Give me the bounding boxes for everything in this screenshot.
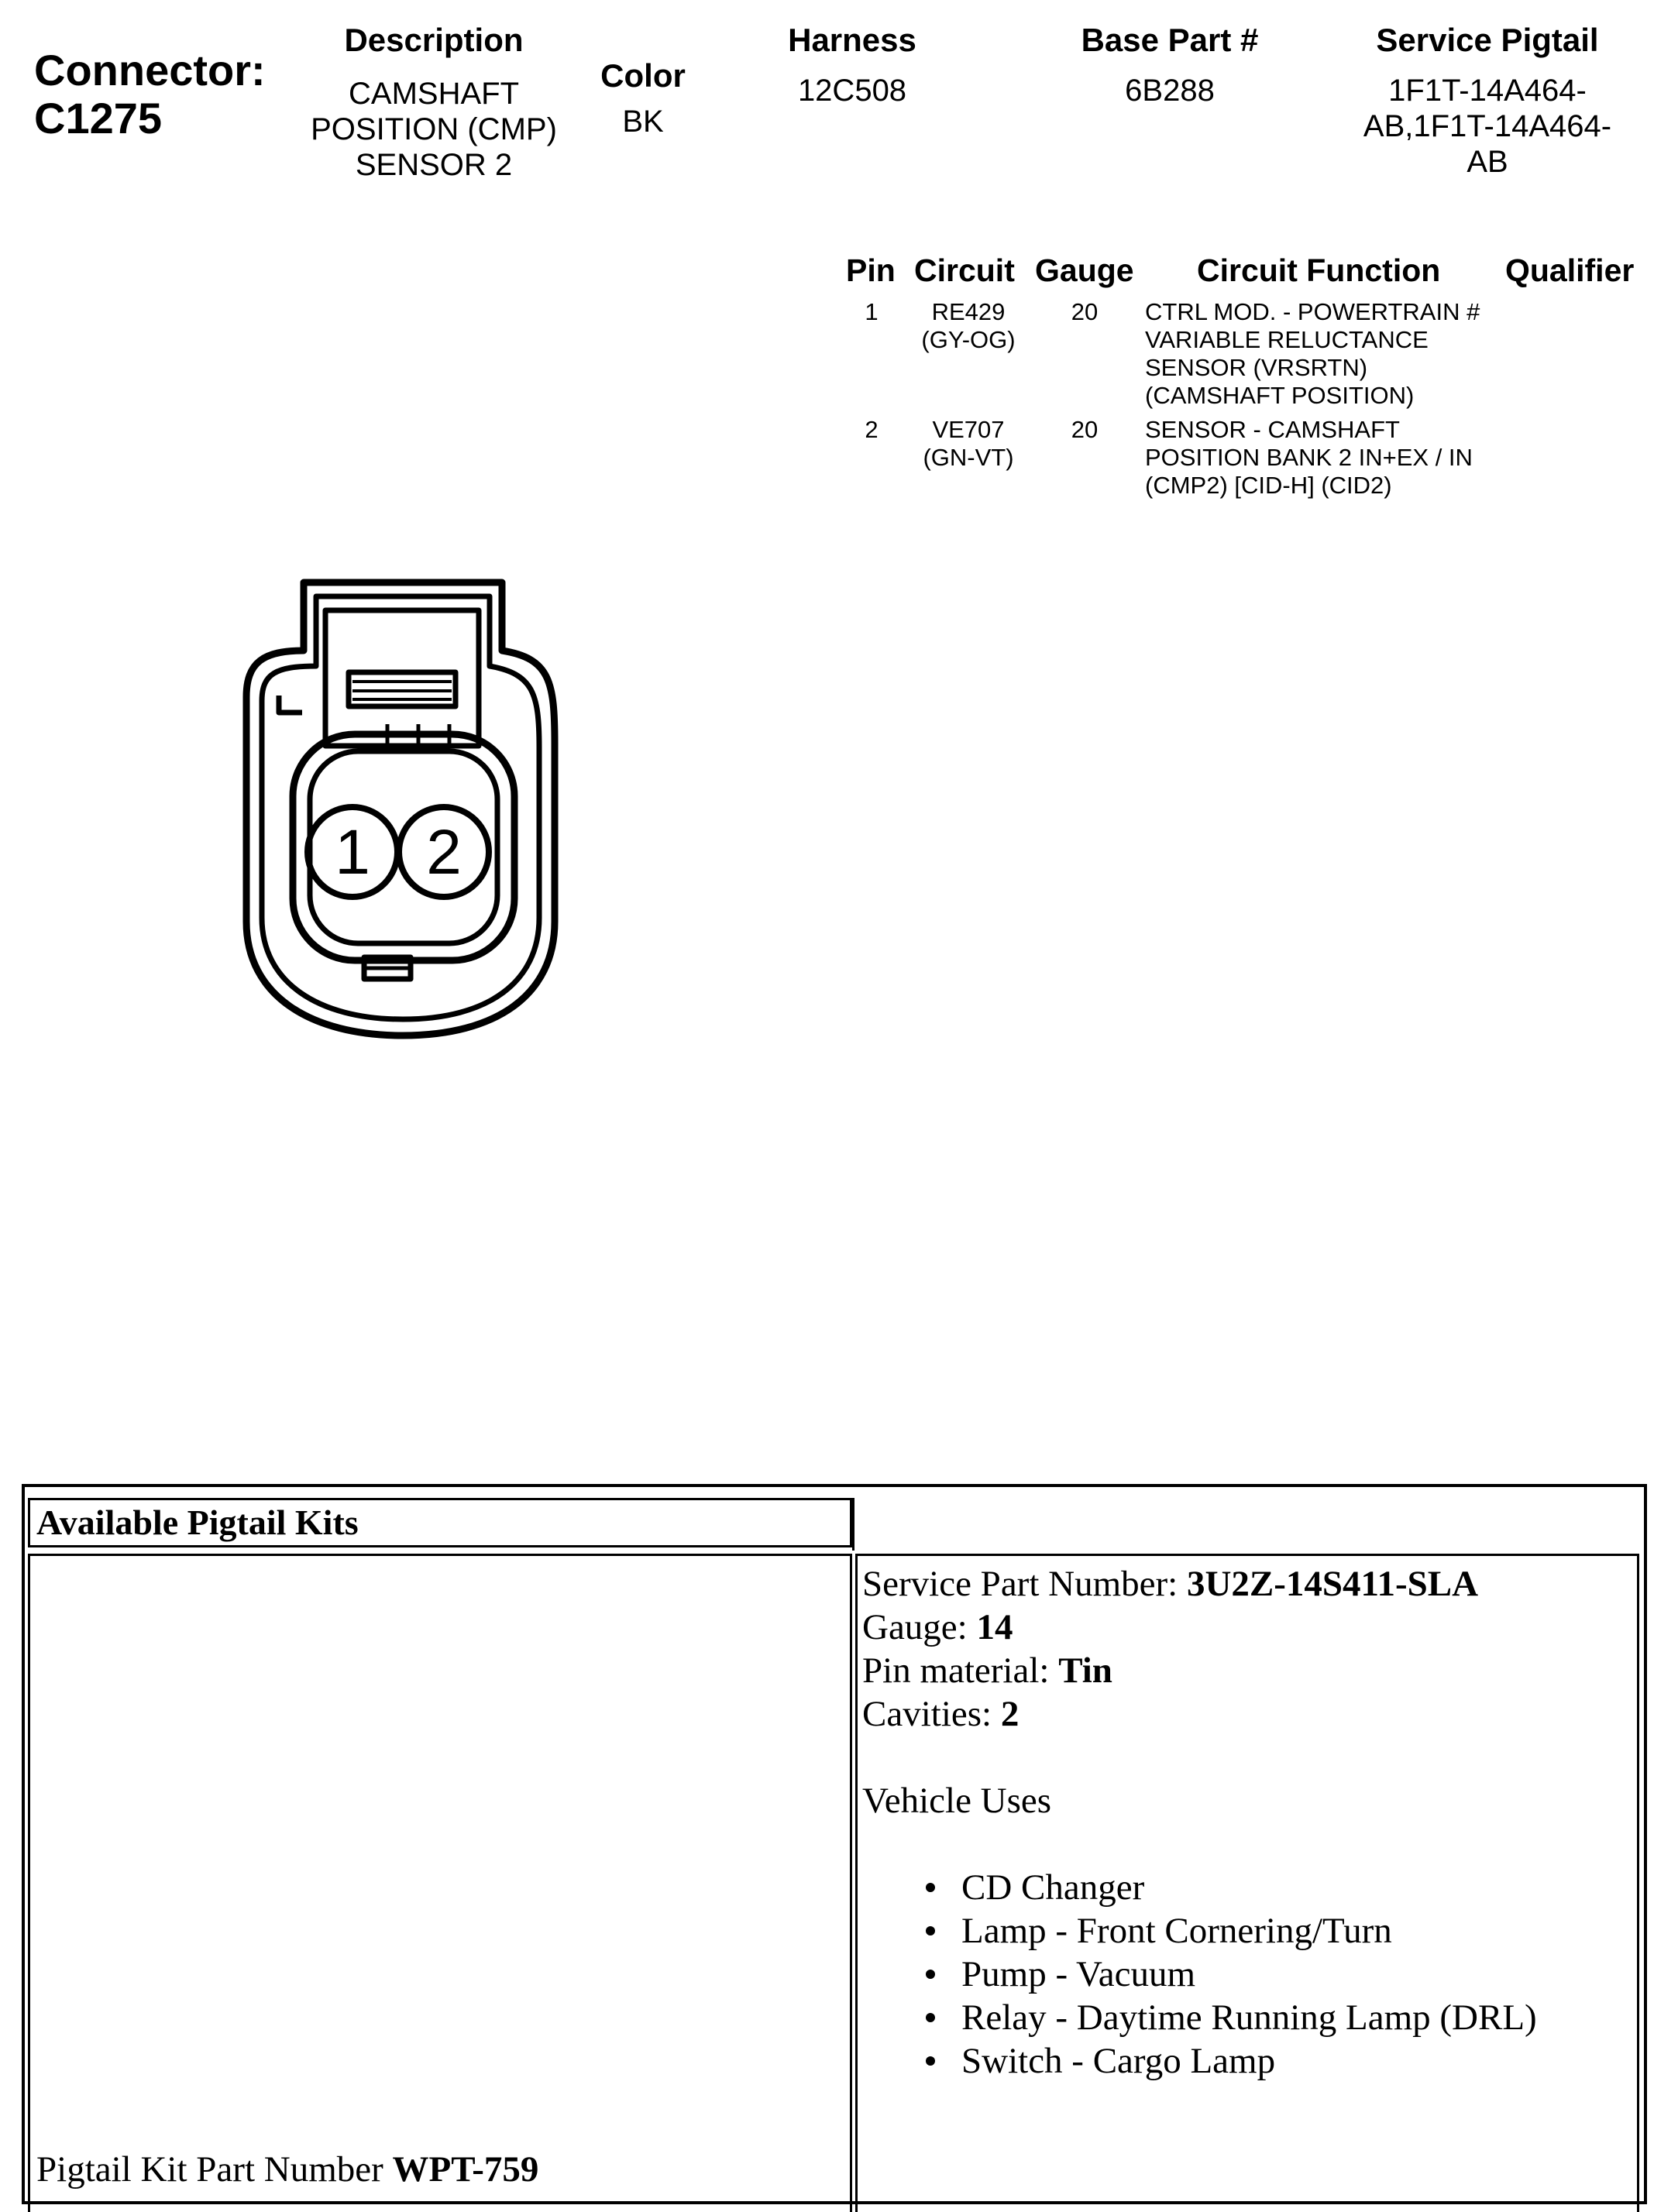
description-label: Description (344, 22, 524, 58)
pigtail-kit-part-number (36, 2148, 538, 2191)
service-part-number (862, 1562, 1537, 1606)
service-pigtail-line: AB (1467, 145, 1508, 179)
harness-label: Harness (788, 22, 916, 58)
pigtail-section-title: Available Pigtail Kits (36, 1503, 359, 1542)
gauge-line (862, 1606, 1537, 1649)
pin-material-value: Tin (1058, 1650, 1112, 1691)
harness-column (744, 22, 961, 108)
base-part-label: Base Part # (1081, 22, 1259, 58)
color-value: BK (622, 105, 664, 139)
column-divider (852, 1498, 854, 1551)
pin-cell: 1 (865, 298, 879, 325)
service-pigtail-line: AB,1F1T-14A464- (1363, 109, 1612, 143)
pigtail-title-box (28, 1498, 852, 1547)
service-pigtail-label: Service Pigtail (1376, 22, 1599, 58)
list-item: Pump - Vacuum (961, 1953, 1537, 1996)
circuit-cell (899, 298, 1038, 354)
list-item: Switch - Cargo Lamp (961, 2039, 1537, 2083)
cavities-line (862, 1692, 1537, 1736)
function-line: CTRL MOD. - POWERTRAIN # (1145, 298, 1480, 325)
connector-heading (34, 46, 266, 143)
function-line: SENSOR (VRSRTN) (1145, 354, 1368, 381)
function-cell (1145, 298, 1548, 410)
circuit-header: Circuit (914, 252, 1015, 288)
circuit-line: VE707 (932, 416, 1005, 443)
service-pigtail-value (1317, 73, 1658, 180)
gauge-label: Gauge: (862, 1607, 977, 1647)
function-header: Circuit Function (1197, 252, 1441, 288)
pin-label-1: 1 (335, 817, 370, 888)
cavities-label: Cavities: (862, 1694, 1001, 1734)
function-line: (CAMSHAFT POSITION) (1145, 382, 1415, 409)
base-part-column (1038, 22, 1301, 108)
service-pigtail-column (1317, 22, 1658, 180)
pin-label-2: 2 (426, 817, 462, 888)
service-part-value: 3U2Z-14S411-SLA (1186, 1564, 1479, 1604)
circuit-line: (GY-OG) (921, 326, 1016, 353)
gauge-cell: 20 (1071, 298, 1099, 325)
connector-id: C1275 (34, 94, 163, 143)
gauge-header: Gauge (1035, 252, 1134, 288)
pin-material-line (862, 1649, 1537, 1692)
description-value (279, 76, 589, 183)
service-part-box (855, 1554, 1639, 2212)
gauge-cell: 20 (1071, 416, 1099, 443)
pin-header: Pin (846, 252, 896, 288)
function-line: POSITION BANK 2 IN+EX / IN (1145, 444, 1473, 471)
circuit-cell (899, 416, 1038, 472)
vehicle-uses-heading: Vehicle Uses (862, 1781, 1052, 1821)
connector-face-diagram (232, 573, 573, 1053)
description-column (279, 22, 589, 183)
list-item: CD Changer (961, 1866, 1537, 1909)
kit-part-label: Pigtail Kit Part Number (36, 2149, 393, 2190)
circuit-line: RE429 (931, 298, 1006, 325)
service-part-details (862, 1562, 1537, 2083)
function-line: VARIABLE RELUCTANCE (1145, 326, 1429, 353)
pigtail-kit-box (28, 1554, 852, 2212)
function-line: SENSOR - CAMSHAFT (1145, 416, 1400, 443)
qualifier-header: Qualifier (1505, 252, 1635, 288)
description-line: SENSOR 2 (355, 148, 513, 182)
harness-value: 12C508 (797, 74, 907, 108)
list-item: Lamp - Front Cornering/Turn (961, 1909, 1537, 1953)
description-line: POSITION (CMP) (311, 112, 557, 146)
pin-housing-outer (293, 734, 514, 960)
color-label: Color (600, 57, 686, 94)
circuit-line: (GN-VT) (923, 444, 1014, 471)
pin-material-label: Pin material: (862, 1650, 1059, 1691)
pin-cell: 2 (865, 416, 879, 443)
color-column (573, 57, 713, 139)
function-line: (CMP2) [CID-H] (CID2) (1145, 472, 1392, 499)
list-item: Relay - Daytime Running Lamp (DRL) (961, 1997, 1537, 2038)
service-part-label: Service Part Number: (862, 1564, 1187, 1604)
cavities-value: 2 (1000, 1694, 1020, 1734)
function-cell (1145, 416, 1548, 500)
base-part-value: 6B288 (1125, 74, 1215, 108)
kit-part-value: WPT-759 (392, 2149, 539, 2190)
vehicle-uses-list (961, 1866, 1537, 2083)
connector-label: Connector: (34, 46, 266, 94)
service-pigtail-line: 1F1T-14A464- (1388, 74, 1587, 108)
gauge-value: 14 (976, 1607, 1013, 1647)
description-line: CAMSHAFT (349, 77, 519, 111)
